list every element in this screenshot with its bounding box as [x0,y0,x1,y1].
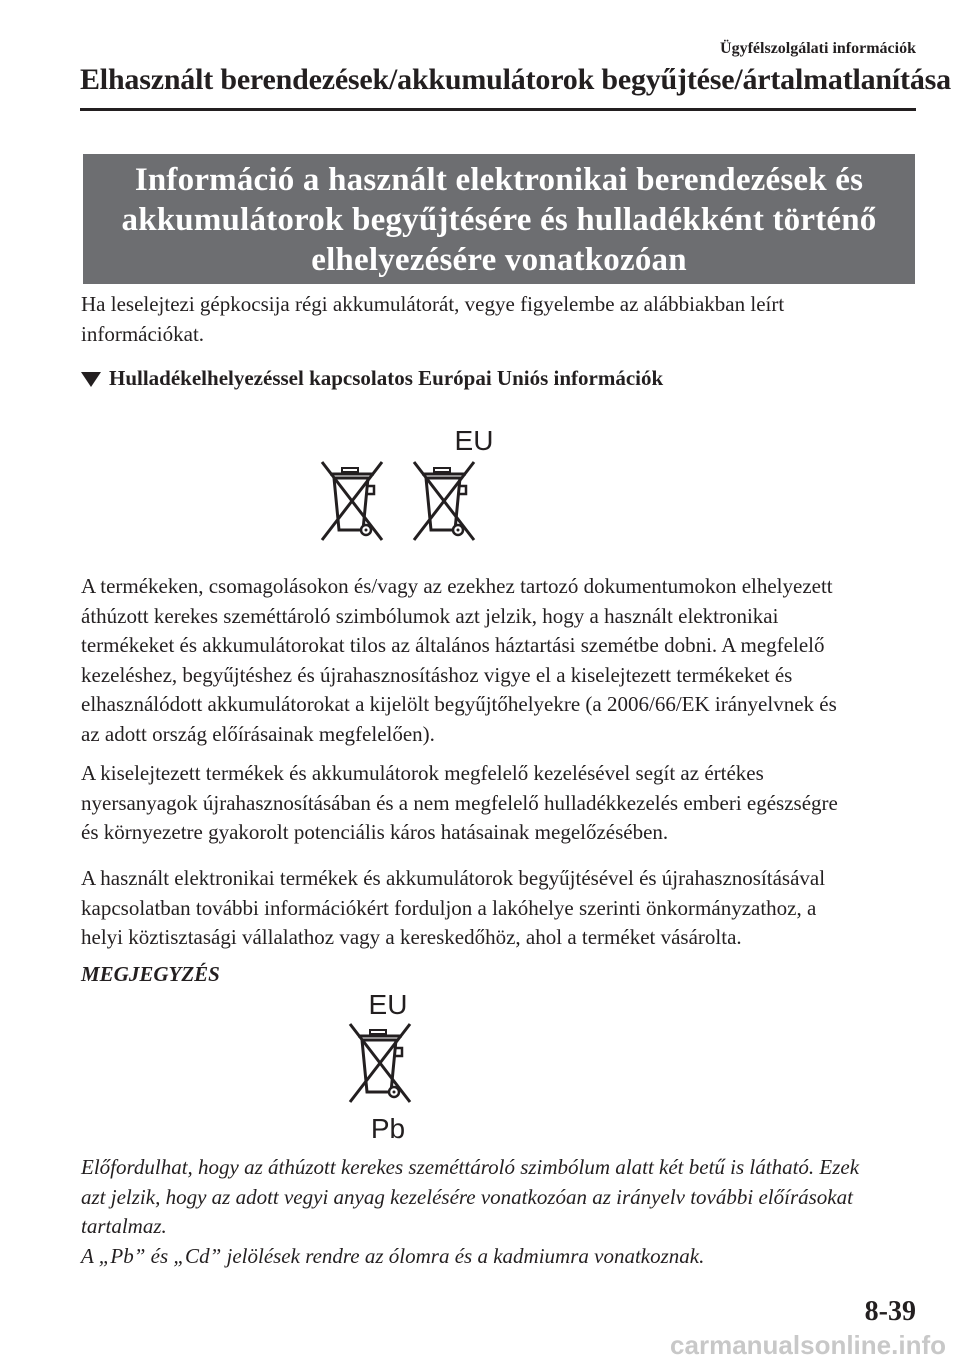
paragraph-line: A kiselejtezett termékek és akkumulátorok megfelelő kezelésével segít az értékes [81,761,764,785]
banner-line-1: Információ a használt elektronikai berendezések és [134,162,864,198]
eu-label: EU [454,425,494,456]
banner-line-3: elhelyezésére vonatkozóan [311,242,687,278]
page-number: 8-39 [864,1296,916,1327]
subheading [81,364,663,392]
paragraph-line: az adott ország előírásainak megfelelően). [81,721,435,746]
intro-line: Ha leselejtezi gépkocsija régi akkumulátorát, vegye figyelembe az alábbiakban leírt [81,292,785,316]
watermark: carmanualsonline.info [670,1330,946,1360]
banner-line-2: akkumulátorok begyűjtésére és hulladékként történő [121,202,877,238]
note-label: MEGJEGYZÉS [81,962,220,986]
note-line: Előfordulhat, hogy az áthúzott kerekes szeméttároló szimbólum alatt két betű is látható. Ezek [81,1155,860,1179]
subheading-text: Hulladékelhelyezéssel kapcsolatos Európai Uniós információk [109,366,664,390]
eu-label: EU [368,990,408,1020]
paragraph-line: kezeléshez, begyűjtéshez és újrahasznosításhoz vigye el a kiselejtezett termékeket és [81,662,793,687]
paragraph-line: kapcsolatban további információkért forduljon a lakóhelye szerinti önkormányzathoz, a [81,895,817,920]
note-line: A „Pb” és „Cd” jelölések rendre az ólomra és a kadmiumra vonatkoznak. [81,1243,705,1268]
header-title: Elhasznált berendezések/akkumulátorok begyűjtése/ártalmatlanítása [80,63,951,96]
paragraph-line: helyi köztisztasági vállalathoz vagy a kereskedőhöz, ahol a terméket vásárolta. [81,925,742,949]
paragraph-line: termékeket és akkumulátorokat tilos az általános háztartási szemétbe dobni. A megfelelő [81,633,825,657]
paragraph-line: és környezetre gyakorolt potenciális káros hatásainak megelőzésében. [81,820,669,844]
intro-paragraph [81,290,921,349]
section-banner [83,154,915,284]
weee-pb-graphic [340,990,430,1142]
paragraph-line: nyersanyagok újrahasznosításában és a nem megfelelő hulladékkezelés emberi egészségre [81,790,838,815]
crossed-out-wheeled-bin-icon [350,1024,410,1102]
crossed-out-wheeled-bin-icon [322,462,382,540]
paragraph-3 [81,864,921,953]
paragraph-line: áthúzott kerekes szeméttároló szimbólumok azt jelzik, hogy a használt elektronikai [81,603,779,628]
note-line: tartalmaz. [81,1214,167,1238]
paragraph-2 [81,759,921,848]
header-divider [80,108,916,111]
paragraph-line: elhasználódott akkumulátorokat a kijelölt begyűjtőhelyekre (a 2006/66/EK irányelvnek és [81,692,837,716]
note-text [81,1153,921,1271]
weee-bins-graphic [318,424,503,552]
paragraph-line: A termékeken, csomagolásokon és/vagy az ezekhez tartozó dokumentumokon elhelyezett [81,574,833,598]
note-line: azt jelzik, hogy az adott vegyi anyag kezelésére vonatkozóan az irányelv további előírásokat [81,1184,853,1209]
header-section-name: Ügyfélszolgálati információk [720,40,916,57]
crossed-out-wheeled-bin-icon [414,462,474,540]
intro-line: információkat. [81,321,205,346]
paragraph-line: A használt elektronikai termékek és akkumulátorok begyűjtésével és újrahasznosításával [81,866,826,890]
paragraph-1 [81,572,921,749]
pb-label: Pb [370,1113,406,1142]
eu-pb-symbol [340,990,430,1142]
triangle-down-icon [81,372,101,387]
eu-weee-symbols [318,424,503,552]
